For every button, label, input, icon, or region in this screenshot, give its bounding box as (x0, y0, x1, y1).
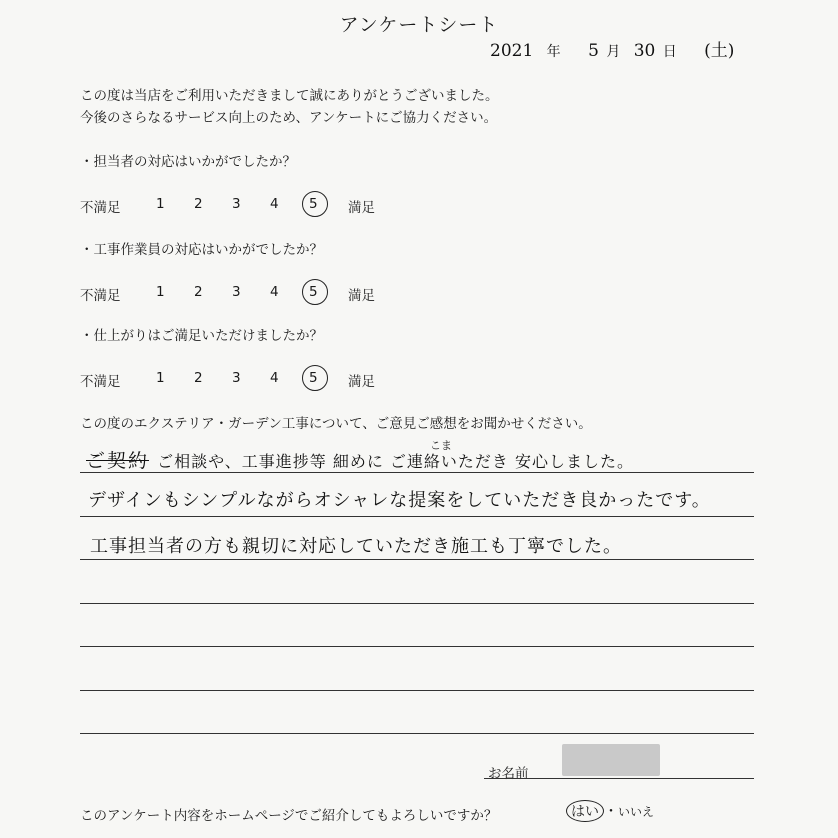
scale-high-label: 満足 (348, 288, 375, 304)
date-year: 2021 (490, 41, 534, 61)
scale-point-2[interactable]: 2 (194, 196, 203, 212)
answer-line (80, 646, 754, 647)
scale-point-2[interactable]: 2 (194, 284, 203, 300)
answer-line (80, 733, 754, 734)
scale-low-label: 不満足 (80, 200, 121, 216)
impressions-prompt: この度のエクステリア・ガーデン工事について、ご意見ご感想をお聞かせください。 (80, 416, 592, 432)
page-title: アンケートシート (339, 14, 499, 36)
question-2: ・工事作業員の対応はいかがでしたか？ (80, 242, 323, 258)
intro-line-2: 今後のさらなるサービス向上のため、アンケートにご協力ください。 (80, 110, 498, 126)
scale-point-1[interactable]: 1 (156, 370, 165, 386)
scale-point-2[interactable]: 2 (194, 370, 203, 386)
question-1: ・担当者の対応はいかがでしたか？ (80, 154, 296, 170)
answer-line (80, 690, 754, 691)
scale-high-label: 満足 (348, 200, 375, 216)
answer-line (80, 516, 754, 517)
consent-options (566, 800, 654, 822)
redacted-name (562, 744, 660, 776)
scale-point-1[interactable]: 1 (156, 284, 165, 300)
date-month-unit: 月 (606, 44, 621, 60)
scale-point-5[interactable]: 5 (309, 370, 318, 386)
selected-circle (302, 279, 328, 305)
selected-circle (302, 191, 328, 217)
consent-question: このアンケート内容をホームページでご紹介してもよろしいですか？ (80, 808, 498, 824)
date-year-unit: 年 (546, 44, 561, 60)
consent-yes-option[interactable]: はい (566, 800, 604, 822)
handwritten-line-1-text: ご相談や、工事進捗等 細めに ご連絡いただき 安心しました。 (157, 452, 635, 471)
scale-high-label: 満足 (348, 374, 375, 390)
date-month: 5 (588, 41, 599, 61)
selected-circle (302, 365, 328, 391)
consent-no-option[interactable]: いいえ (618, 805, 655, 819)
scale-low-label: 不満足 (80, 288, 121, 304)
question-3: ・仕上がりはご満足いただけましたか？ (80, 328, 323, 344)
ruby-annotation: こま (430, 439, 452, 452)
consent-separator: ・ (604, 804, 618, 820)
date-weekday: (土) (704, 41, 735, 61)
intro-line-1: この度は当店をご利用いただきまして誠にありがとうございました。 (80, 88, 499, 104)
scale-point-4[interactable]: 4 (270, 196, 279, 212)
scale-point-3[interactable]: 3 (232, 196, 241, 212)
scale-point-3[interactable]: 3 (232, 370, 241, 386)
date-day: 30 (633, 41, 656, 61)
scale-point-5[interactable]: 5 (309, 196, 318, 212)
date-day-unit: 日 (662, 44, 677, 60)
handwritten-line-1 (86, 446, 634, 473)
scale-point-4[interactable]: 4 (270, 370, 279, 386)
date (490, 36, 734, 61)
name-label: お名前 (488, 766, 529, 782)
scale-low-label: 不満足 (80, 374, 121, 390)
handwritten-line-3: 工事担当者の方も親切に対応していただき施工も丁寧でした。 (90, 536, 622, 557)
answer-line (80, 603, 754, 604)
name-underline (484, 778, 754, 779)
answer-line (80, 472, 754, 473)
strikethrough-text: ご契約 (86, 450, 150, 472)
scale-point-3[interactable]: 3 (232, 284, 241, 300)
scale-point-5[interactable]: 5 (309, 284, 318, 300)
answer-line (80, 559, 754, 560)
scale-point-4[interactable]: 4 (270, 284, 279, 300)
handwritten-line-2: デザインもシンプルながらオシャレな提案をしていただき良かったです。 (88, 490, 711, 511)
scale-point-1[interactable]: 1 (156, 196, 165, 212)
